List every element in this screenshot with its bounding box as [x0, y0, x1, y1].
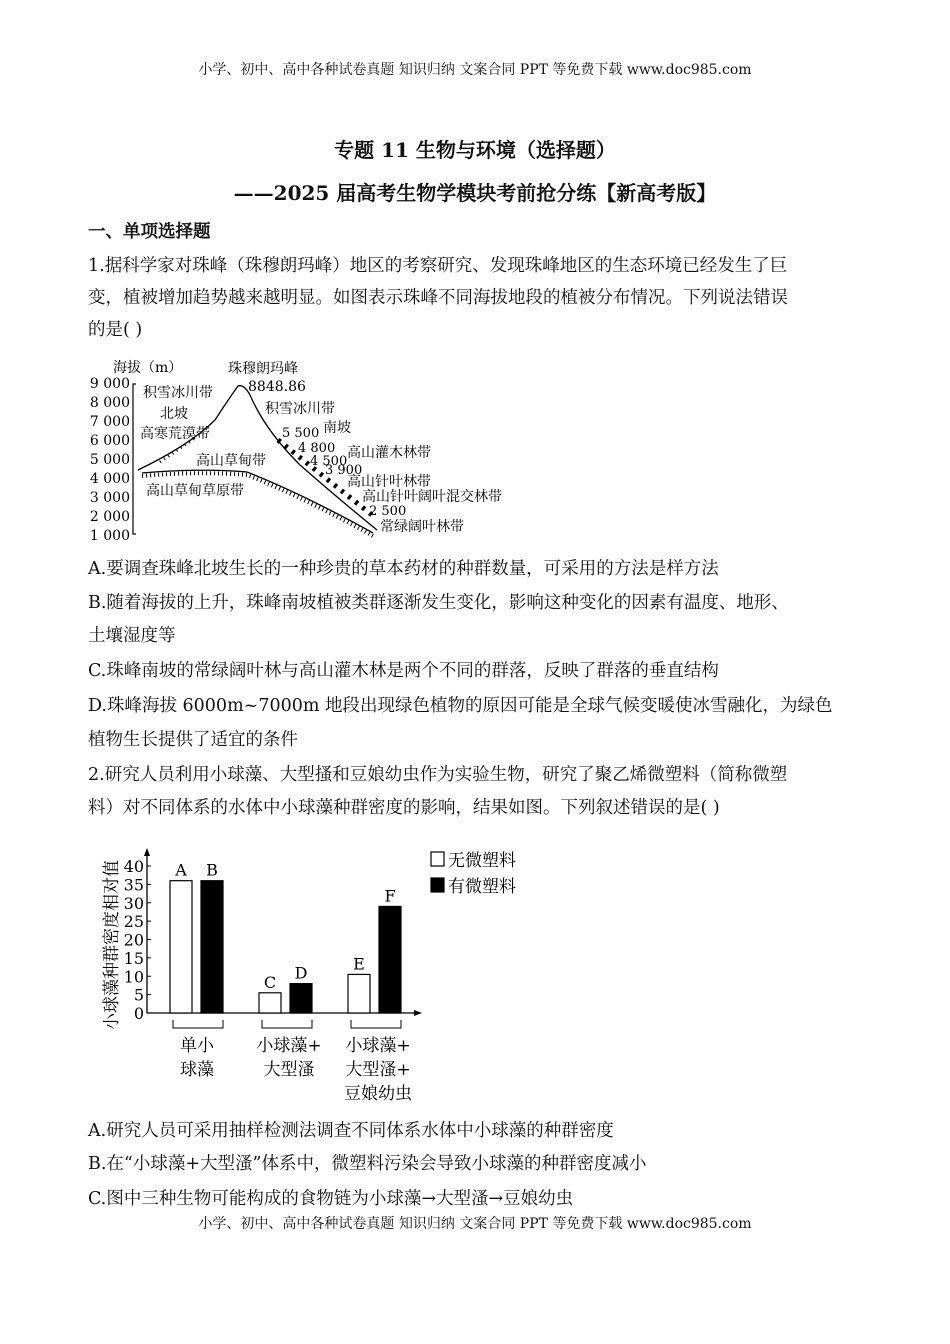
bar-label: B [206, 860, 218, 880]
q1-line: 1.据科学家对珠峰（珠穆朗玛峰）地区的考察研究、发现珠峰地区的生态环境已经发生了巨 [88, 256, 788, 276]
page-footer: 小学、初中、高中各种试卷真题 知识归纳 文案合同 PPT 等免费下载 www.doc985.com [198, 1216, 752, 1232]
q1-line: 变，植被增加趋势越来越明显。如图表示珠峰不同海拔地段的植被分布情况。下列说法错误 [88, 288, 788, 308]
legend-label: 有微塑料 [448, 877, 516, 897]
x-axis-arrow [414, 1010, 422, 1016]
bar-label: E [353, 954, 365, 974]
tick: 4 000 [89, 471, 130, 487]
y-tick-label: 10 [123, 967, 144, 987]
altitude-label: 3 900 [325, 463, 363, 478]
q2-option-a: A.研究人员可采用抽样检测法调查不同体系水体中小球藻的种群密度 [88, 1121, 614, 1141]
conifer-label: 高山针叶林带 [347, 474, 431, 490]
category-label: 大型溞 [263, 1060, 315, 1080]
legend-swatch [431, 878, 444, 892]
bar [379, 906, 401, 1013]
mixed-label: 高山针叶阔叶混交林带 [362, 489, 502, 505]
desert-label: 高寒荒漠带 [140, 426, 210, 442]
category-label: 大型溞+ [345, 1060, 411, 1080]
category-bracket [173, 1020, 223, 1028]
q1-option-b-cont: 土壤湿度等 [88, 626, 176, 646]
bar-label: D [294, 963, 308, 983]
y-axis-label: 海拔（m） [113, 360, 183, 376]
north-slope-label: 北坡 [160, 406, 188, 422]
y-tick-label: 15 [123, 948, 144, 968]
peak-height: 8848.86 [248, 379, 306, 395]
tick: 7 000 [89, 414, 130, 430]
north-snow-label: 积雪冰川带 [143, 385, 213, 401]
tick: 1 000 [89, 528, 130, 544]
bar-label: F [384, 886, 396, 906]
q1-option-c: C.珠峰南坡的常绿阔叶林与高山灌木林是两个不同的群落，反映了群落的垂直结构 [88, 661, 719, 681]
shrub-label: 高山灌木林带 [347, 445, 431, 461]
steppe-label: 高山草甸草原带 [146, 483, 244, 499]
q1-option-d-cont: 植物生长提供了适宜的条件 [88, 730, 298, 750]
bar [290, 984, 312, 1013]
y-tick-label: 40 [123, 857, 144, 876]
south-snow-label: 积雪冰川带 [265, 401, 335, 417]
tick: 8 000 [89, 395, 130, 411]
meadow-label: 高山草甸带 [196, 453, 266, 469]
doc-subtitle: ——2025 届高考生物学模块考前抢分练【新高考版】 [233, 181, 717, 205]
evergreen-label: 常绿阔叶林带 [380, 519, 464, 535]
q1-line: 的是( ) [88, 320, 143, 340]
bar [259, 993, 281, 1013]
tick: 2 000 [89, 509, 130, 525]
q1-option-d: D.珠峰海拔 6000m~7000m 地段出现绿色植物的原因可能是全球气候变暖使冰雪融化，为绿色 [88, 696, 833, 716]
q2-option-c: C.图中三种生物可能构成的食物链为小球藻→大型溞→豆娘幼虫 [88, 1189, 574, 1209]
tick: 6 000 [89, 433, 130, 449]
category-bracket [351, 1020, 401, 1028]
chart-ylabel: 小球藻种群密度相对值 [102, 860, 122, 1030]
tick: 9 000 [89, 376, 130, 392]
peak-label: 珠穆朗玛峰 [228, 361, 298, 377]
legend-swatch [431, 852, 444, 866]
altitude-label: 5 500 [282, 426, 320, 441]
category-label: 球藻 [180, 1060, 214, 1080]
y-tick-label: 25 [123, 912, 144, 932]
q2-line: 料）对不同体系的水体中小球藻种群密度的影响，结果如图。下列叙述错误的是( ) [88, 798, 720, 818]
tick: 3 000 [89, 490, 130, 506]
y-axis-arrow [144, 848, 150, 856]
category-label: 小球藻+ [256, 1036, 322, 1056]
bar [170, 881, 192, 1013]
q1-option-b: B.随着海拔的上升，珠峰南坡植被类群逐渐发生变化，影响这种变化的因素有温度、地形、 [88, 593, 789, 613]
category-label: 单小 [180, 1036, 214, 1056]
q1-option-a: A.要调查珠峰北坡生长的一种珍贵的草本药材的种群数量，可采用的方法是样方法 [88, 559, 719, 579]
altitude-label: 4 500 [310, 454, 348, 469]
doc-title: 专题 11 生物与环境（选择题） [334, 138, 616, 162]
category-bracket [262, 1020, 312, 1028]
bar-label: C [263, 972, 277, 992]
bar-label: A [175, 860, 187, 880]
q2-option-b: B.在“小球藻+大型溞”体系中，微塑料污染会导致小球藻的种群密度减小 [88, 1154, 647, 1174]
y-tick-label: 30 [123, 893, 144, 913]
y-tick-label: 0 [133, 1004, 144, 1023]
tick: 5 000 [89, 452, 130, 468]
category-label: 小球藻+ [345, 1036, 411, 1056]
altitude-label: 2 500 [369, 504, 407, 519]
q2-line: 2.研究人员利用小球藻、大型搔和豆娘幼虫作为实验生物，研究了聚乙烯微塑料（简称微塑 [88, 765, 788, 785]
y-tick-label: 35 [123, 875, 144, 895]
south-slope-label: 南坡 [323, 420, 351, 436]
y-tick-label: 20 [123, 930, 144, 950]
section-heading: 一、单项选择题 [88, 222, 211, 242]
legend-label: 无微塑料 [448, 851, 516, 871]
y-tick-label: 5 [133, 985, 144, 1005]
category-label: 豆娘幼虫 [344, 1084, 412, 1104]
bar [348, 974, 370, 1013]
bar [201, 881, 223, 1013]
altitude-label: 4 800 [298, 441, 336, 456]
page-header: 小学、初中、高中各种试卷真题 知识归纳 文案合同 PPT 等免费下载 www.doc985.com [198, 62, 752, 78]
